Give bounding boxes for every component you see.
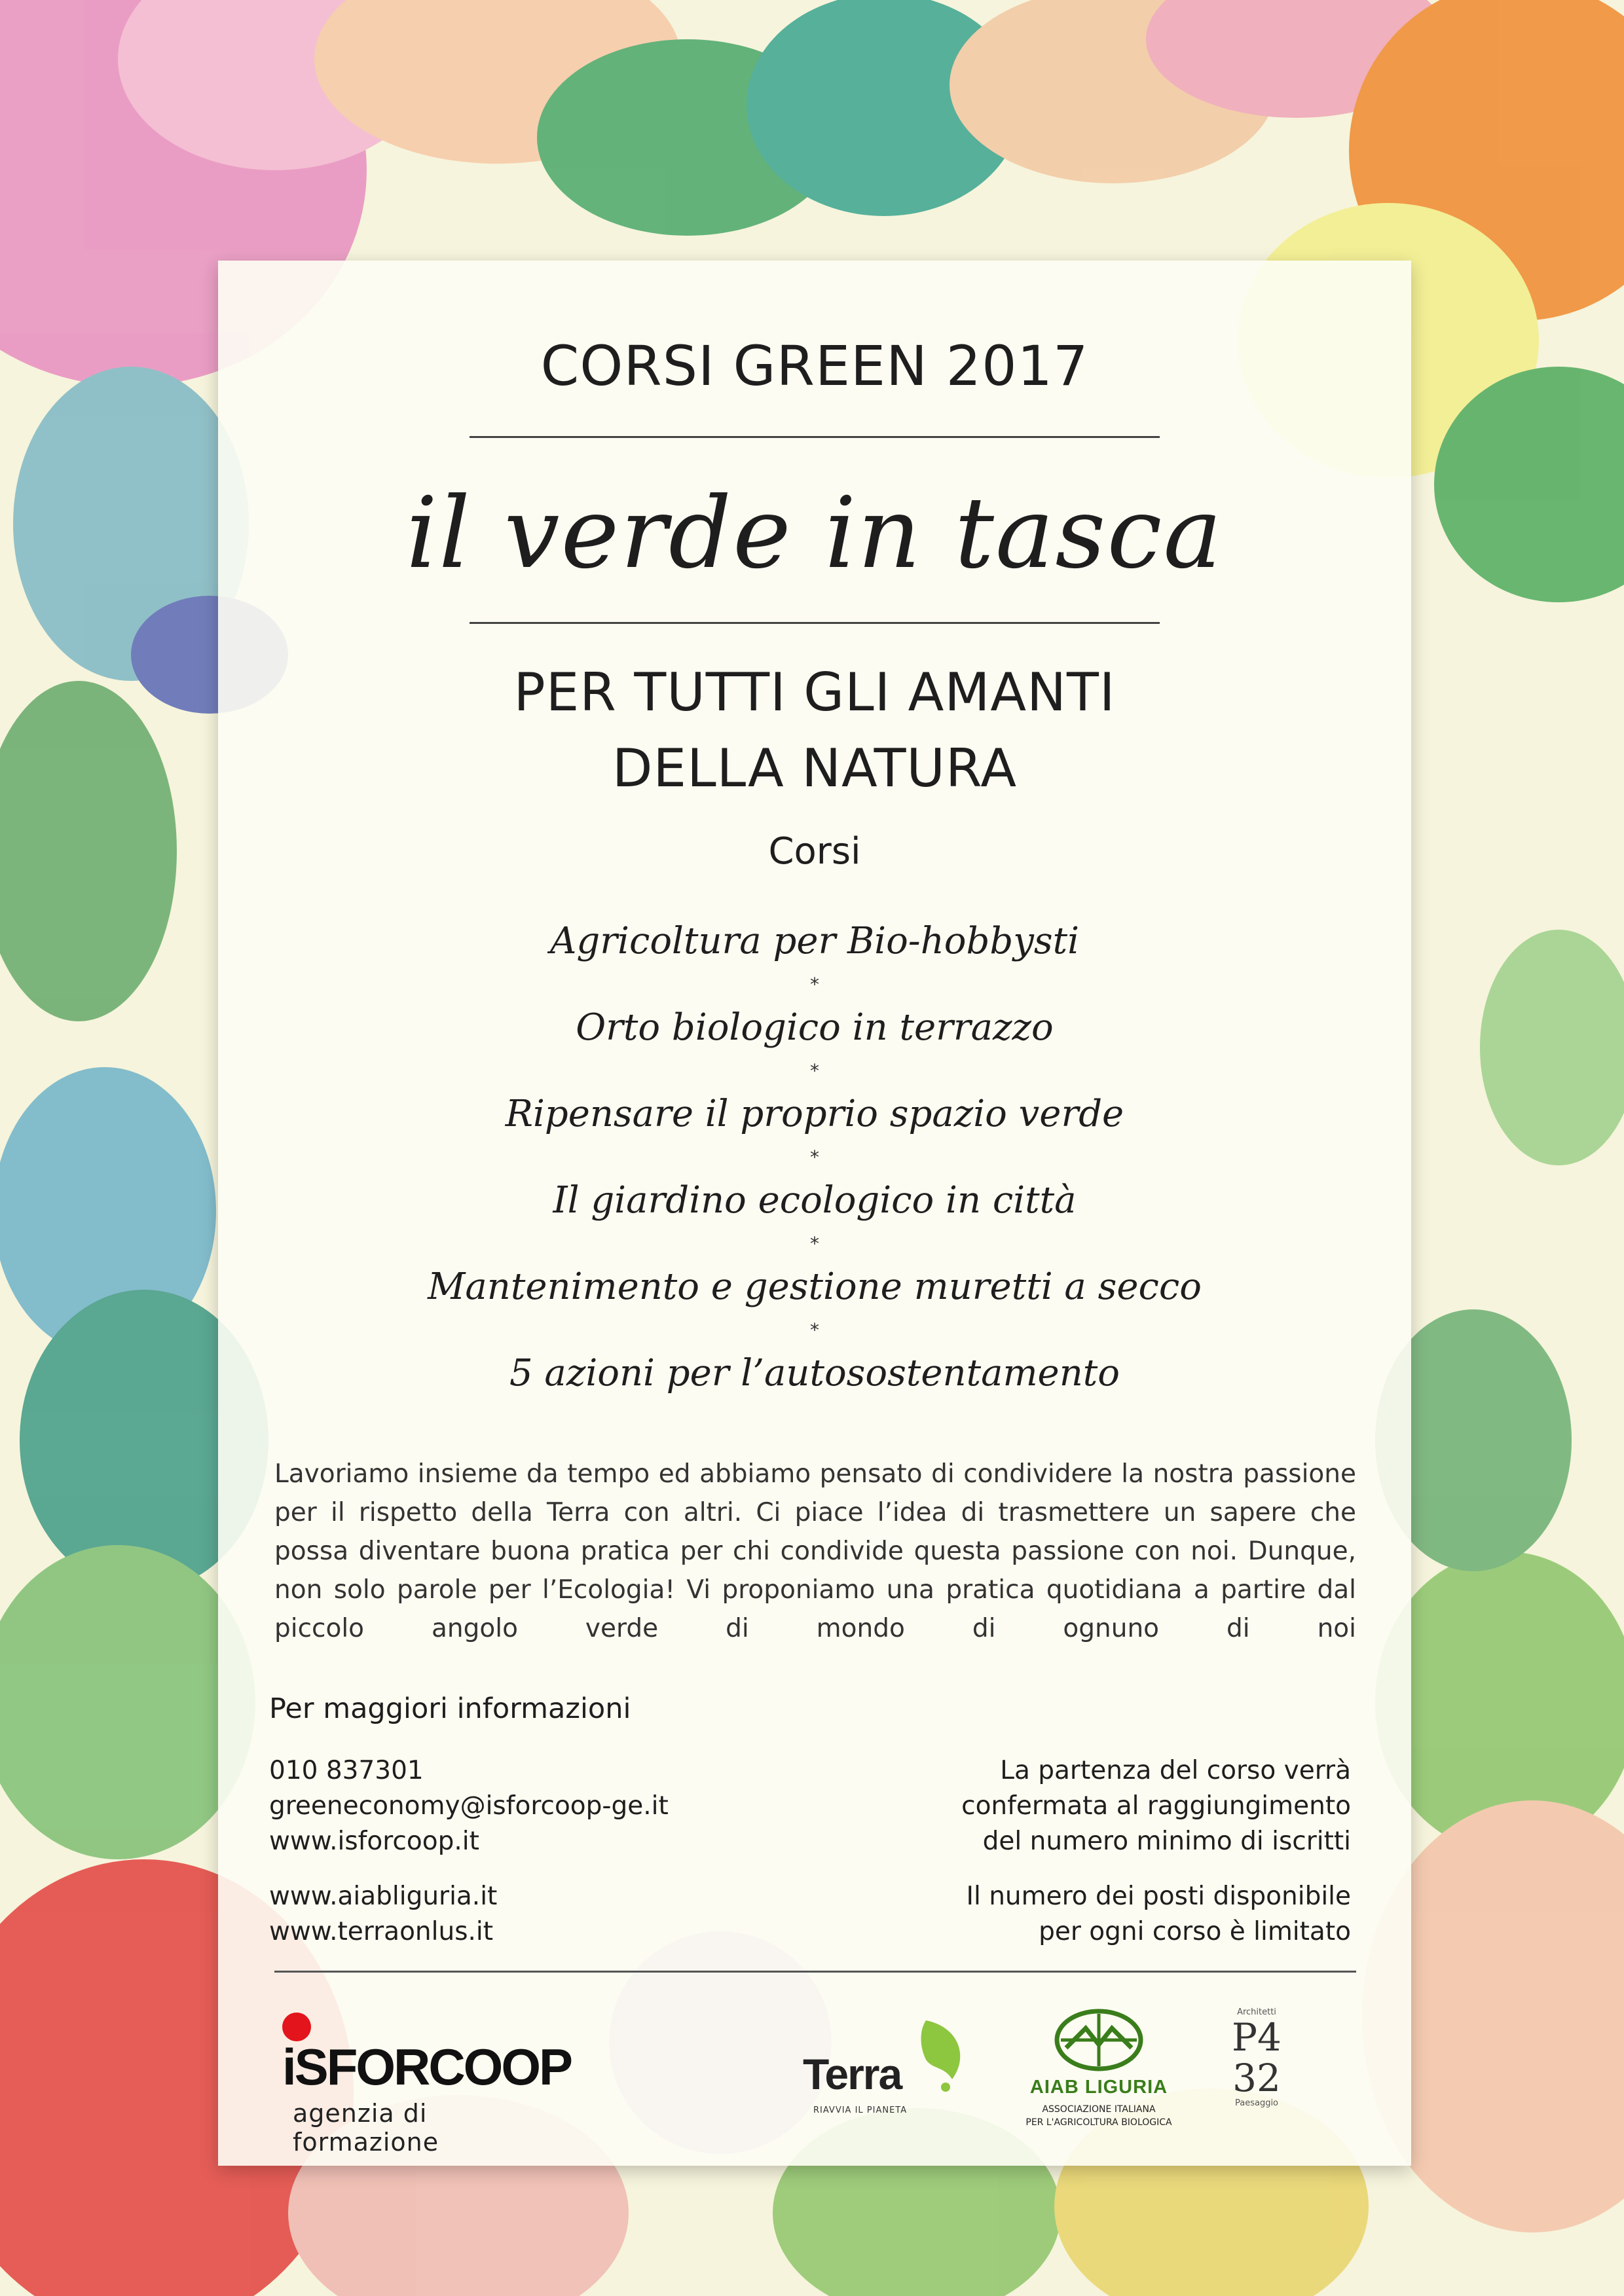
terra-leaf-icon (913, 2020, 969, 2092)
note-line: del numero minimo di iscritti (982, 1827, 1351, 1856)
p4-bottom-label: Paesaggio (1234, 2098, 1279, 2108)
note-line: per ogni corso è limitato (1039, 1917, 1351, 1946)
p4-line-1: P4 (1232, 2015, 1282, 2060)
info-heading: Per maggiori informazioni (269, 1692, 631, 1725)
course-separator: * (810, 1060, 819, 1082)
aiab-emblem-icon (1053, 2009, 1145, 2071)
aiab-liguria-logo[interactable] (1001, 2009, 1197, 2140)
course-item: Mantenimento e gestione muretti a secco (428, 1266, 1202, 1308)
email-link[interactable]: greeneconomy@isforcoop-ge.it (269, 1791, 669, 1821)
course-separator: * (810, 1233, 819, 1254)
aiab-tagline-line-1: ASSOCIAZIONE ITALIANA (1042, 2104, 1156, 2115)
isforcoop-tagline: agenzia di formazione (293, 2099, 439, 2157)
footer-divider (274, 1971, 1356, 1973)
phone-number: 010 837301 (269, 1756, 424, 1785)
page-title: CORSI GREEN 2017 (540, 334, 1089, 398)
terra-logo[interactable] (803, 2020, 999, 2119)
isforcoop-wordmark: iSFORCOOP (282, 2038, 572, 2096)
course-separator: * (810, 974, 819, 995)
isforcoop-logo[interactable] (281, 2002, 572, 2157)
terra-website-link[interactable]: www.terraonlus.it (269, 1917, 494, 1946)
course-separator: * (810, 1146, 819, 1168)
subtitle-divider (470, 622, 1160, 624)
audience-heading (218, 655, 1411, 807)
description-paragraph: Lavoriamo insieme da tempo ed abbiamo pensato di condividere la nostra passione per il rispetto della Terra con altri. Ci piace l’idea di trasmettere un sapere che possa diventare buona pratica per chi condivide questa passione con noi. Dunque, non solo parole per l’Ecologia! Vi proponiamo una pratica quotidiana a partire dal piccolo angolo verde di mondo di ognuno di noi (274, 1459, 1356, 1643)
aiab-website-link[interactable]: www.aiabliguria.it (269, 1882, 498, 1911)
note-line: confermata al raggiungimento (961, 1791, 1351, 1821)
audience-line-2: DELLA NATURA (612, 738, 1018, 799)
content-panel (218, 261, 1411, 2166)
aiab-wordmark: AIAB LIGURIA (1029, 2077, 1168, 2098)
p4-32-architetti-logo[interactable] (1217, 2007, 1296, 2138)
script-subtitle: il verde in tasca (406, 477, 1223, 591)
terra-tagline: RIAVVIA IL PIANETA (813, 2105, 908, 2115)
aiab-tagline-line-2: PER L'AGRICOLTURA BIOLOGICA (1025, 2117, 1172, 2128)
terra-wordmark: Terra (803, 2050, 902, 2098)
note-line: Il numero dei posti disponibile (966, 1882, 1351, 1911)
p4-line-2: 32 (1232, 2056, 1281, 2100)
p4-top-label: Architetti (1237, 2007, 1276, 2017)
course-item: Agricoltura per Bio-hobbysti (549, 920, 1079, 962)
title-divider (470, 436, 1160, 438)
aiab-tagline (1001, 2103, 1197, 2129)
website-link[interactable]: www.isforcoop.it (269, 1827, 479, 1856)
courses-label: Corsi (768, 830, 861, 873)
course-notes (961, 1753, 1351, 1950)
course-item: Il giardino ecologico in città (553, 1179, 1077, 1222)
contact-list (269, 1753, 669, 1950)
course-item: Ripensare il proprio spazio verde (505, 1093, 1124, 1135)
course-item: 5 azioni per l’autosostentamento (509, 1352, 1120, 1394)
course-separator: * (810, 1319, 819, 1341)
audience-line-1: PER TUTTI GLI AMANTI (513, 662, 1116, 723)
course-list (218, 915, 1411, 1400)
course-item: Orto biologico in terrazzo (576, 1006, 1054, 1049)
note-line: La partenza del corso verrà (1000, 1756, 1351, 1785)
